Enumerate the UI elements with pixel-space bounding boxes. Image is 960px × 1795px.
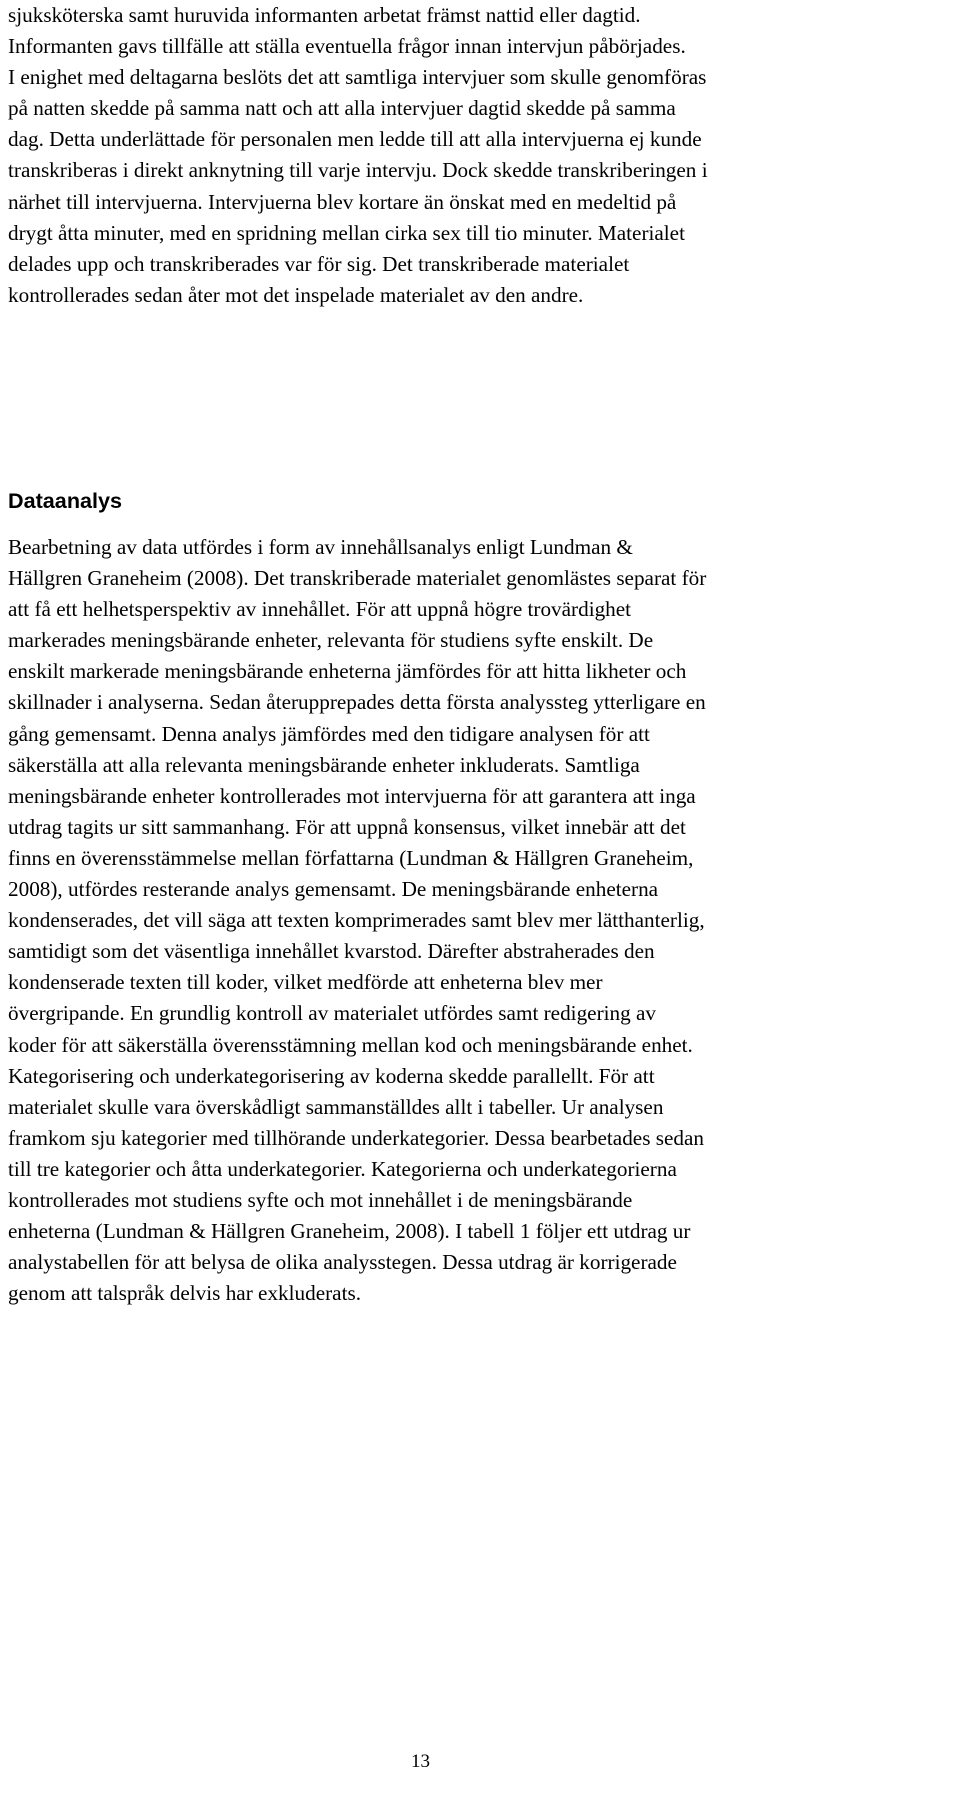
text-line: enheterna (Lundman & Hällgren Graneheim, 2008). I tabell 1 följer ett utdrag ur xyxy=(8,1219,691,1244)
text-line: skillnader i analyserna. Sedan återupprepades detta första analyssteg ytterligare en xyxy=(8,690,706,715)
text-line: genom att talspråk delvis har exkluderats. xyxy=(8,1281,362,1306)
page-number: 13 xyxy=(411,1751,430,1772)
text-line: kondenserades, det vill säga att texten komprimerades samt blev mer lätthanterlig, xyxy=(8,908,705,933)
text-line: gång gemensamt. Denna analys jämfördes med den tidigare analysen för att xyxy=(8,721,650,746)
text-line: drygt åtta minuter, med en spridning mellan cirka sex till tio minuter. Materialet xyxy=(8,220,685,245)
text-line: närhet till intervjuerna. Intervjuerna blev kortare än önskat med en medeltid på xyxy=(8,189,677,214)
text-line: säkerställa att alla relevanta meningsbärande enheter inkluderats. Samtliga xyxy=(8,752,640,777)
text-line: utdrag tagits ur sitt sammanhang. För att uppnå konsensus, vilket innebär att det xyxy=(8,814,686,839)
text-line: övergripande. En grundlig kontroll av materialet utfördes samt redigering av xyxy=(8,1001,656,1026)
text-line: markerades meningsbärande enheter, relevanta för studiens syfte enskilt. De xyxy=(8,628,654,653)
text-line: transkriberas i direkt anknytning till varje intervju. Dock skedde transkriberingen i xyxy=(8,158,708,183)
text-line: koder för att säkerställa överensstämning mellan kod och meningsbärande enhet. xyxy=(8,1032,693,1057)
text-line: analystabellen för att belysa de olika analysstegen. Dessa utdrag är korrigerade xyxy=(8,1250,677,1275)
text-line: Kategorisering och underkategorisering av koderna skedde parallellt. För att xyxy=(8,1063,655,1088)
text-line: Hällgren Graneheim (2008). Det transkriberade materialet genomlästes separat för xyxy=(8,566,707,591)
text-line: kontrollerades mot studiens syfte och mot innehållet i de meningsbärande xyxy=(8,1187,633,1212)
text-line: sjuksköterska samt huruvida informanten arbetat främst nattid eller dagtid. xyxy=(8,3,641,27)
section-heading: Dataanalys xyxy=(8,488,123,513)
text-line: materialet skulle vara överskådligt sammanställdes allt i tabeller. Ur analysen xyxy=(8,1094,664,1119)
text-line: kondenserade texten till koder, vilket medförde att enheterna blev mer xyxy=(8,970,603,995)
text-line: I enighet med deltagarna beslöts det att samtliga intervjuer som skulle genomföras xyxy=(8,65,707,90)
text-line: Informanten gavs tillfälle att ställa eventuella frågor innan intervjun påbörjades. xyxy=(8,34,686,59)
text-line: delades upp och transkriberades var för sig. Det transkriberade materialet xyxy=(8,251,630,276)
text-line: Bearbetning av data utfördes i form av innehållsanalys enligt Lundman & xyxy=(8,535,633,559)
text-line: framkom sju kategorier med tillhörande underkategorier. Dessa bearbetades sedan xyxy=(8,1125,704,1150)
text-line: på natten skedde på samma natt och att alla intervjuer dagtid skedde på samma xyxy=(8,96,676,121)
text-line: att få ett helhetsperspektiv av innehållet. För att uppnå högre trovärdighet xyxy=(8,597,632,622)
paragraph-interview-procedure xyxy=(8,0,948,311)
text-line: enskilt markerade meningsbärande enheterna jämfördes för att hitta likheter och xyxy=(8,659,687,684)
text-line: 2008), utfördes resterande analys gemensamt. De meningsbärande enheterna xyxy=(8,877,659,902)
paragraph-data-analysis xyxy=(8,532,948,1309)
text-line: dag. Detta underlättade för personalen men ledde till att alla intervjuerna ej kunde xyxy=(8,127,702,152)
text-line: till tre kategorier och åtta underkategorier. Kategorierna och underkategorierna xyxy=(8,1156,677,1181)
text-line: kontrollerades sedan åter mot det inspelade materialet av den andre. xyxy=(8,282,584,307)
text-line: finns en överensstämmelse mellan författarna (Lundman & Hällgren Graneheim, xyxy=(8,845,694,870)
text-line: samtidigt som det väsentliga innehållet kvarstod. Därefter abstraherades den xyxy=(8,939,655,964)
text-line: meningsbärande enheter kontrollerades mot intervjuerna för att garantera att inga xyxy=(8,783,696,808)
